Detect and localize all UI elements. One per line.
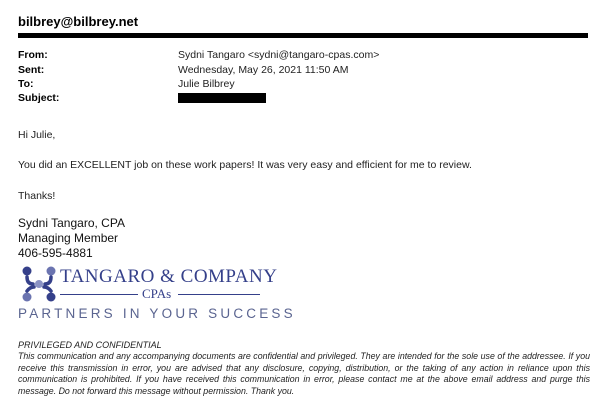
- header-divider: [18, 33, 588, 38]
- account-email: bilbrey@bilbrey.net: [18, 14, 139, 29]
- from-label: From:: [18, 49, 48, 61]
- logo-rule-right: [178, 294, 260, 295]
- subject-label: Subject:: [18, 92, 60, 104]
- from-value: Sydni Tangaro <sydni@tangaro-cpas.com>: [178, 49, 380, 61]
- logo-cpas: [60, 287, 260, 301]
- thanks: Thanks!: [18, 190, 56, 202]
- sent-value: Wednesday, May 26, 2021 11:50 AM: [178, 64, 349, 76]
- signature-phone: 406-595-4881: [18, 246, 93, 260]
- to-value: Julie Bilbrey: [178, 78, 235, 90]
- sent-label: Sent:: [18, 64, 45, 76]
- logo-rule-left: [60, 294, 138, 295]
- greeting: Hi Julie,: [18, 129, 56, 141]
- logo-company-name: TANGARO & COMPANY: [60, 266, 278, 287]
- signature-title: Managing Member: [18, 231, 119, 245]
- body-line: You did an EXCELLENT job on these work papers! It was very easy and efficient for me to review.: [18, 159, 472, 171]
- logo-cpas-text: CPAs: [142, 286, 172, 301]
- signature-name: Sydni Tangaro, CPA: [18, 216, 125, 230]
- confidential-title: PRIVILEGED AND CONFIDENTIAL: [18, 340, 162, 350]
- company-logo-icon: [18, 263, 60, 305]
- logo-tagline: PARTNERS IN YOUR SUCCESS: [18, 306, 296, 321]
- subject-redaction: [178, 93, 266, 103]
- confidential-notice: This communication and any accompanying documents are confidential and privileged. They are intended for the sole use of the addressee. If you receive this transmission in error, you are advised that any disclosure, copying, distribution, or the taking of any action in reliance upon this communication is prohibited. If you have received this communication in error, please contact me at the above email address and purge this message. Do not forward this message without permission. Thank you.: [18, 351, 590, 397]
- to-label: To:: [18, 78, 34, 90]
